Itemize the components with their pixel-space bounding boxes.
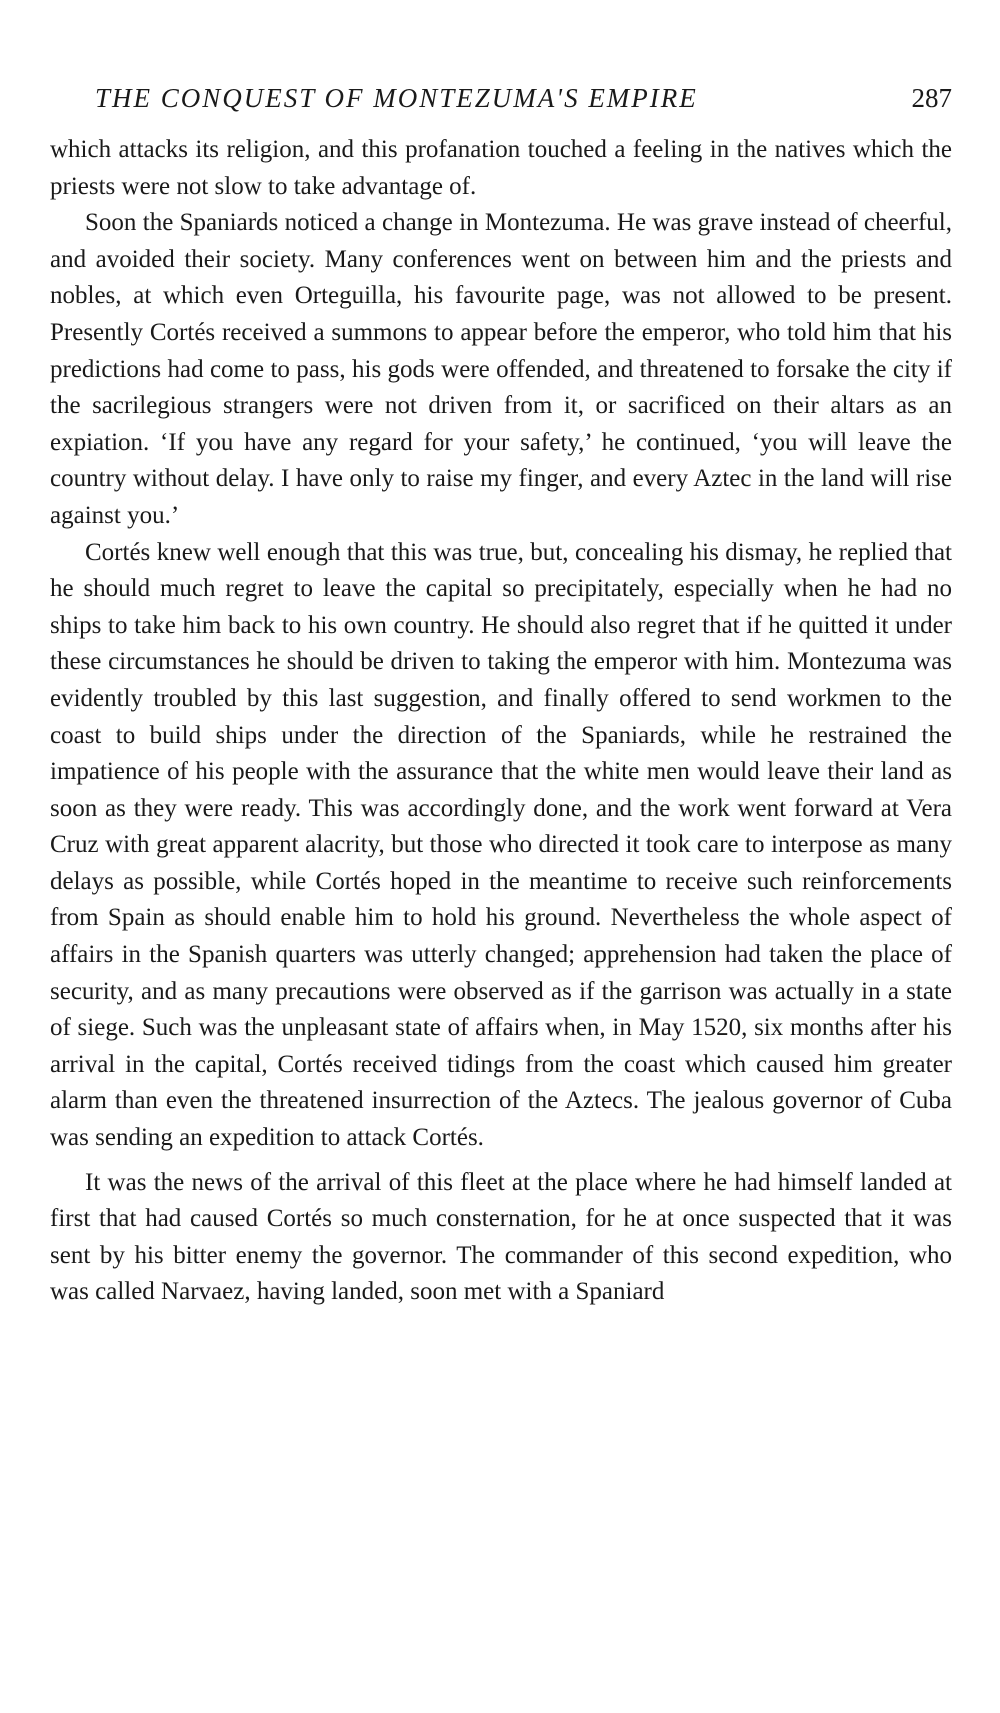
running-head <box>50 78 952 118</box>
book-page <box>50 78 952 1311</box>
paragraph-montezuma-change: Soon the Spaniards noticed a change in Montezuma. He was grave instead of cheerful, and avoided their society. Many conferences went on between him and the priests and nobles, at which even Orteguilla, his favourite page, was not allowed to be present. Presently Cortés received a summons to appear before the emperor, who told him that his predictions had come to pass, his gods were offended, and threatened to forsake the city if the sacrilegious strangers were not driven from it, or sacrificed on their altars as an expiation. ‘If you have any regard for your safety,’ he continued, ‘you will leave the country without delay. I have only to raise my finger, and every Aztec in the land will rise against you.’ <box>50 209 952 529</box>
paragraph-narvaez-fleet: It was the news of the arrival of this fleet at the place where he had himself landed at first that had caused Cortés so much consternation, for he at once suspected that it was sent by his bitter enemy the governor. The commander of this second expedition, who was called Narvaez, having landed, soon met with a Spaniard <box>50 1168 952 1306</box>
paragraph-continued: which attacks its religion, and this profanation touched a feeling in the natives which the priests were not slow to take advantage of. <box>50 136 952 200</box>
page-number: 287 <box>911 83 952 113</box>
running-title: THE CONQUEST OF MONTEZUMA'S EMPIRE <box>95 83 698 113</box>
paragraph-cortes-reply: Cortés knew well enough that this was true, but, concealing his dismay, he replied that he should much regret to leave the capital so precipitately, especially when he had no ships to take him back to his own country. He should also regret that if he quitted it under these circumstances he should be driven to taking the emperor with him. Montezuma was evidently troubled by this last suggestion, and finally offered to send workmen to the coast to build ships under the direction of the Spaniards, while he restrained the impatience of his people with the assurance that the white men would leave their land as soon as they were ready. This was accordingly done, and the work went forward at Vera Cruz with great apparent alacrity, but those who directed it took care to interpose as many delays as possible, while Cortés hoped in the meantime to receive such reinforcements from Spain as should enable him to hold his ground. Nevertheless the whole aspect of affairs in the Spanish quarters was utterly changed; apprehension had taken the place of security, and as many precautions were observed as if the garrison was actually in a state of siege. Such was the unpleasant state of affairs when, in May 1520, six months after his arrival in the capital, Cortés received tidings from the coast which caused him greater alarm than even the threatened insurrection of the Aztecs. The jealous governor of Cuba was sending an expedition to attack Cortés. <box>50 538 952 1152</box>
